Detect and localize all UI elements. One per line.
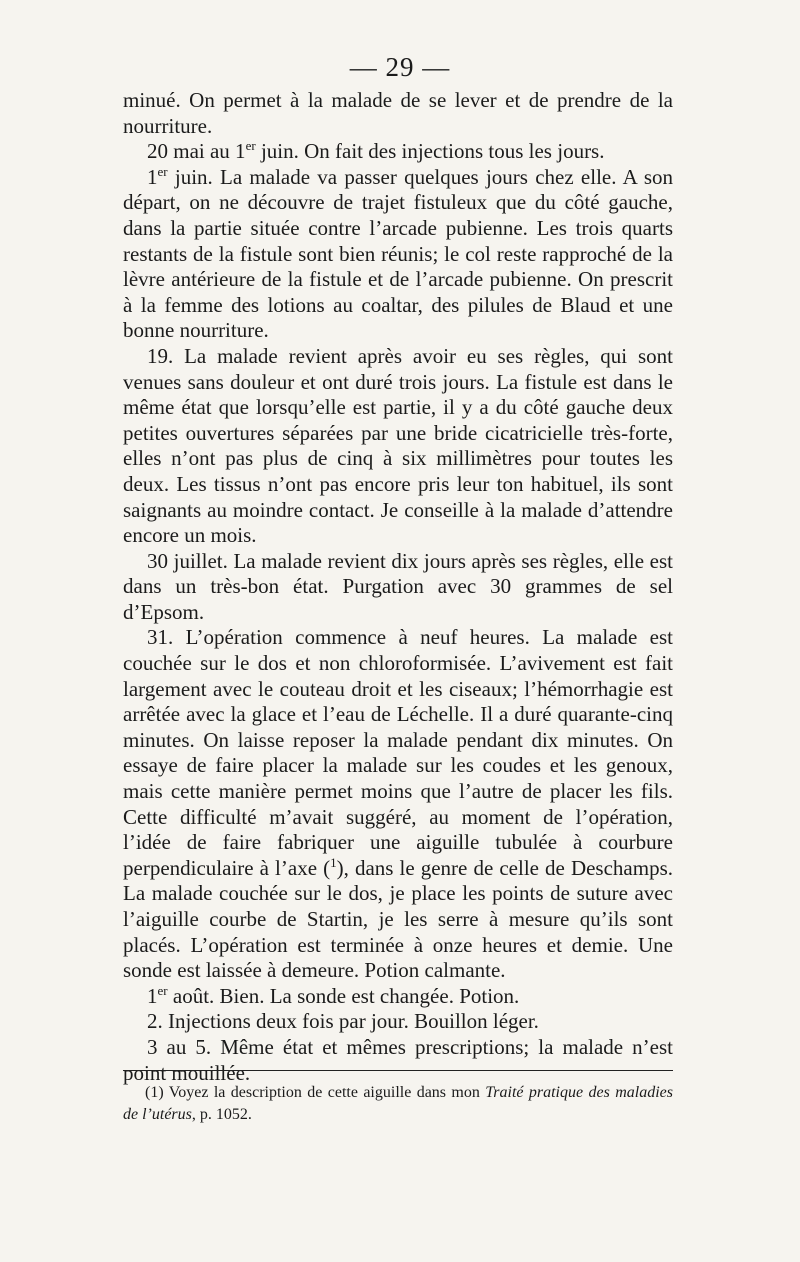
- paragraph: 19. La malade revient après avoir eu ses règles, qui sont venues sans douleur et ont duré trois jours. La fistule est dans le même état que lorsqu’elle est partie, il y a du côté gauche deux petites ouvertures séparées par une bride cicatricielle très-forte, elles n’ont pas plus de cinq à six millimètres pour toutes les deux. Les tissus n’ont pas encore pris leur ton habituel, ils sont saignants au moindre contact. Je conseille à la malade d’attendre encore un mois.: [123, 343, 673, 548]
- paragraph: 31. L’opération commence à neuf heures. La malade est couchée sur le dos et non chloroformisée. L’avivement est fait largement avec le couteau droit et les ciseaux; l’hémorrhagie est arrêtée avec la glace et l’eau de Léchelle. Il a duré quarante-cinq minutes. On laisse reposer la malade pendant dix minutes. On essaye de faire placer la malade sur les coudes et les genoux, mais cette manière permet moins que l’autre de placer les fils. Cette difficulté m’avait suggéré, au moment de l’opération, l’idée de faire fabriquer une aiguille tubulée à courbure perpendiculaire à l’axe ($^1$), dans le genre de celle de Deschamps. La malade couchée sur le dos, je place les points de suture avec l’aiguille courbe de Startin, je les serre à mesure qu’ils sont placés. L’opération est terminée à onze heures et demie. Une sonde est laissée à demeure. Potion calmante.: [123, 625, 673, 983]
- book-title: Traité pratique des maladies de l’utérus: [123, 1084, 673, 1123]
- paragraph: 1er août. Bien. La sonde est changée. Potion.: [147, 982, 520, 1008]
- paragraph: 30 juillet. La malade revient dix jours après ses règles, elle est dans un très-bon état. Purgation avec 30 grammes de sel d’Epsom.: [123, 548, 673, 624]
- paragraph: 2. Injections deux fois par jour. Bouillon léger.: [147, 1009, 539, 1034]
- paragraph: 20 mai au 1er juin. On fait des injections tous les jours.: [147, 138, 605, 164]
- paragraph: 1er juin. La malade va passer quelques jours chez elle. A son départ, on ne découvre de trajet fistuleux que du côté gauche, dans la partie située contre l’arcade pubienne. Les trois quarts restants de la fistule sont bien réunis; le col reste rapproché de la lèvre antérieure de la fistule et de l’arcade pubienne. On prescrit à la femme des lotions au coaltar, des pilules de Blaud et une bonne nourriture.: [123, 163, 673, 343]
- main-text: [123, 88, 673, 1086]
- footnote: (1) Voyez la description de cette aiguille dans mon Traité pratique des maladies de l’utérus, p. 1052.: [123, 1084, 673, 1123]
- paragraph: minué. On permet à la malade de se lever et de prendre de la nourriture.: [123, 88, 673, 138]
- footnote-reference: 1: [330, 854, 337, 870]
- footnote-divider: [123, 1070, 673, 1071]
- page-number: — 29 —: [349, 52, 451, 82]
- paragraph: 3 au 5. Même état et mêmes prescriptions; la malade n’est point mouillée.: [123, 1034, 673, 1085]
